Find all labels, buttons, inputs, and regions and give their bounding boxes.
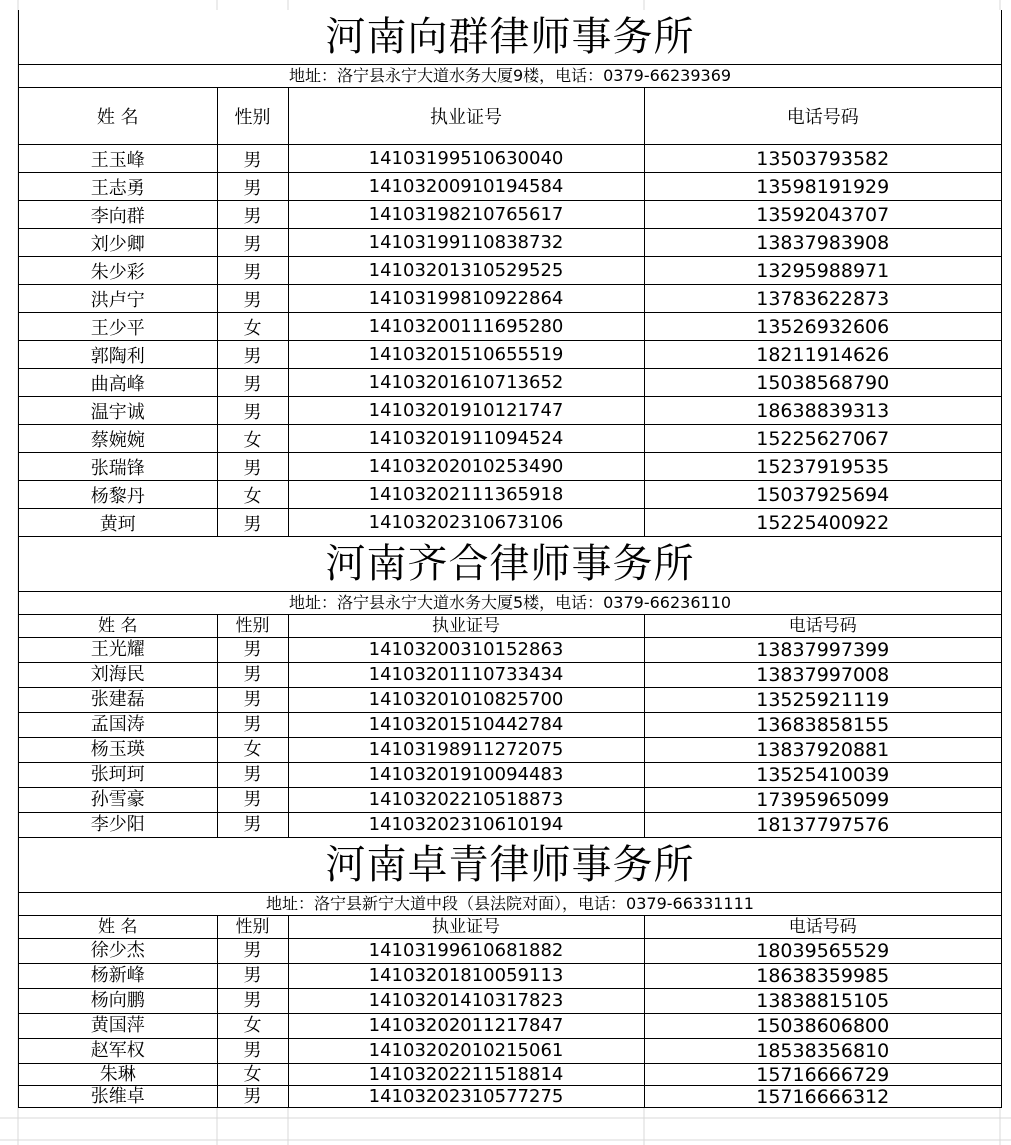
table-row [19, 425, 1001, 453]
lawyer-phone-cell: 17395965099 [644, 788, 1001, 813]
lawyer-name-cell: 刘少卿 [19, 229, 217, 257]
lawyer-phone-cell: 15038606800 [644, 1014, 1001, 1039]
table-header-row [19, 615, 1001, 638]
lawyer-table [19, 916, 1001, 1108]
table-row [19, 369, 1001, 397]
lawyer-name-cell: 赵军权 [19, 1039, 217, 1064]
lawyer-license-cell: 14103202310577275 [288, 1086, 644, 1108]
table-row [19, 763, 1001, 788]
lawyer-gender-cell: 男 [217, 1086, 288, 1108]
lawyer-gender-cell: 女 [217, 1014, 288, 1039]
table-row [19, 1064, 1001, 1086]
lawyer-table [19, 615, 1001, 838]
lawyer-phone-cell: 13838815105 [644, 989, 1001, 1014]
table-row [19, 788, 1001, 813]
lawyer-name-cell: 王玉峰 [19, 145, 217, 173]
lawyer-license-cell: 14103202211518814 [288, 1064, 644, 1086]
lawyer-phone-cell: 13525410039 [644, 763, 1001, 788]
lawyer-name-cell: 李少阳 [19, 813, 217, 838]
lawyer-name-cell: 张珂珂 [19, 763, 217, 788]
firm-section [19, 10, 1001, 537]
lawyer-gender-cell: 女 [217, 738, 288, 763]
lawyer-roster-sheet [18, 10, 1002, 1108]
lawyer-gender-cell: 女 [217, 425, 288, 453]
lawyer-gender-cell: 男 [217, 713, 288, 738]
lawyer-name-cell: 杨玉瑛 [19, 738, 217, 763]
lawyer-license-cell: 14103199510630040 [288, 145, 644, 173]
table-row [19, 229, 1001, 257]
lawyer-license-cell: 14103201010825700 [288, 688, 644, 713]
lawyer-license-cell: 14103202310673106 [288, 509, 644, 537]
header-name: 姓 名 [19, 88, 217, 145]
lawyer-name-cell: 郭陶利 [19, 341, 217, 369]
lawyer-license-cell: 14103202210518873 [288, 788, 644, 813]
lawyer-name-cell: 刘海民 [19, 663, 217, 688]
table-row [19, 453, 1001, 481]
table-row [19, 1086, 1001, 1108]
lawyer-name-cell: 黄珂 [19, 509, 217, 537]
firm-section [19, 537, 1001, 838]
lawyer-name-cell: 杨黎丹 [19, 481, 217, 509]
lawyer-gender-cell: 男 [217, 939, 288, 964]
lawyer-phone-cell: 15237919535 [644, 453, 1001, 481]
lawyer-phone-cell: 18638359985 [644, 964, 1001, 989]
lawyer-name-cell: 黄国萍 [19, 1014, 217, 1039]
table-row [19, 285, 1001, 313]
lawyer-phone-cell: 13683858155 [644, 713, 1001, 738]
table-row [19, 341, 1001, 369]
header-license: 执业证号 [288, 88, 644, 145]
lawyer-phone-cell: 13837983908 [644, 229, 1001, 257]
lawyer-phone-cell: 13783622873 [644, 285, 1001, 313]
lawyer-license-cell: 14103202010253490 [288, 453, 644, 481]
table-row [19, 145, 1001, 173]
lawyer-name-cell: 张瑞锋 [19, 453, 217, 481]
lawyer-name-cell: 张维卓 [19, 1086, 217, 1108]
lawyer-license-cell: 14103201911094524 [288, 425, 644, 453]
lawyer-license-cell: 14103201310529525 [288, 257, 644, 285]
lawyer-gender-cell: 男 [217, 688, 288, 713]
header-phone: 电话号码 [644, 916, 1001, 939]
lawyer-name-cell: 洪卢宁 [19, 285, 217, 313]
lawyer-gender-cell: 男 [217, 397, 288, 425]
lawyer-license-cell: 14103201910121747 [288, 397, 644, 425]
firm-title: 河南卓青律师事务所 [19, 838, 1001, 893]
lawyer-name-cell: 蔡婉婉 [19, 425, 217, 453]
header-phone: 电话号码 [644, 88, 1001, 145]
header-gender: 性别 [217, 615, 288, 638]
lawyer-license-cell: 14103199110838732 [288, 229, 644, 257]
firm-title: 河南齐合律师事务所 [19, 537, 1001, 592]
header-name: 姓 名 [19, 615, 217, 638]
lawyer-license-cell: 14103201410317823 [288, 989, 644, 1014]
lawyer-phone-cell: 13837920881 [644, 738, 1001, 763]
lawyer-name-cell: 杨新峰 [19, 964, 217, 989]
table-row [19, 173, 1001, 201]
lawyer-gender-cell: 男 [217, 201, 288, 229]
lawyer-phone-cell: 18211914626 [644, 341, 1001, 369]
header-phone: 电话号码 [644, 615, 1001, 638]
table-row [19, 201, 1001, 229]
lawyer-license-cell: 14103201810059113 [288, 964, 644, 989]
table-row [19, 964, 1001, 989]
header-name: 姓 名 [19, 916, 217, 939]
lawyer-gender-cell: 男 [217, 638, 288, 663]
table-row [19, 638, 1001, 663]
lawyer-phone-cell: 18137797576 [644, 813, 1001, 838]
lawyer-gender-cell: 男 [217, 257, 288, 285]
lawyer-license-cell: 14103200111695280 [288, 313, 644, 341]
lawyer-gender-cell: 男 [217, 509, 288, 537]
lawyer-name-cell: 王光耀 [19, 638, 217, 663]
lawyer-license-cell: 14103201610713652 [288, 369, 644, 397]
lawyer-gender-cell: 男 [217, 229, 288, 257]
lawyer-phone-cell: 15037925694 [644, 481, 1001, 509]
table-row [19, 813, 1001, 838]
lawyer-name-cell: 杨向鹏 [19, 989, 217, 1014]
firm-address: 地址：洛宁县永宁大道水务大厦9楼，电话：0379-66239369 [19, 65, 1001, 88]
firm-address: 地址：洛宁县永宁大道水务大厦5楼，电话：0379-66236110 [19, 592, 1001, 615]
lawyer-license-cell: 14103202111365918 [288, 481, 644, 509]
lawyer-phone-cell: 13837997399 [644, 638, 1001, 663]
lawyer-gender-cell: 女 [217, 481, 288, 509]
lawyer-license-cell: 14103201910094483 [288, 763, 644, 788]
table-header-row [19, 88, 1001, 145]
lawyer-gender-cell: 男 [217, 173, 288, 201]
header-license: 执业证号 [288, 916, 644, 939]
lawyer-name-cell: 孙雪豪 [19, 788, 217, 813]
lawyer-phone-cell: 13592043707 [644, 201, 1001, 229]
table-row [19, 397, 1001, 425]
lawyer-gender-cell: 男 [217, 145, 288, 173]
table-row [19, 738, 1001, 763]
lawyer-phone-cell: 18638839313 [644, 397, 1001, 425]
lawyer-license-cell: 14103200910194584 [288, 173, 644, 201]
lawyer-phone-cell: 13598191929 [644, 173, 1001, 201]
lawyer-license-cell: 14103202010215061 [288, 1039, 644, 1064]
lawyer-phone-cell: 15225400922 [644, 509, 1001, 537]
table-row [19, 257, 1001, 285]
table-row [19, 1014, 1001, 1039]
lawyer-license-cell: 14103198911272075 [288, 738, 644, 763]
header-gender: 性别 [217, 916, 288, 939]
lawyer-gender-cell: 女 [217, 1064, 288, 1086]
lawyer-license-cell: 14103199810922864 [288, 285, 644, 313]
table-row [19, 989, 1001, 1014]
lawyer-phone-cell: 15716666729 [644, 1064, 1001, 1086]
lawyer-license-cell: 14103202310610194 [288, 813, 644, 838]
lawyer-license-cell: 14103201510442784 [288, 713, 644, 738]
lawyer-phone-cell: 15038568790 [644, 369, 1001, 397]
lawyer-gender-cell: 男 [217, 663, 288, 688]
lawyer-gender-cell: 男 [217, 1039, 288, 1064]
lawyer-license-cell: 14103201110733434 [288, 663, 644, 688]
lawyer-gender-cell: 男 [217, 453, 288, 481]
lawyer-name-cell: 徐少杰 [19, 939, 217, 964]
table-header-row [19, 916, 1001, 939]
firm-section [19, 838, 1001, 1108]
lawyer-gender-cell: 男 [217, 369, 288, 397]
lawyer-name-cell: 温宇诚 [19, 397, 217, 425]
lawyer-name-cell: 张建磊 [19, 688, 217, 713]
lawyer-gender-cell: 男 [217, 763, 288, 788]
table-row [19, 313, 1001, 341]
table-row [19, 939, 1001, 964]
lawyer-phone-cell: 18039565529 [644, 939, 1001, 964]
lawyer-name-cell: 王志勇 [19, 173, 217, 201]
lawyer-license-cell: 14103201510655519 [288, 341, 644, 369]
lawyer-phone-cell: 18538356810 [644, 1039, 1001, 1064]
lawyer-phone-cell: 15225627067 [644, 425, 1001, 453]
lawyer-gender-cell: 男 [217, 285, 288, 313]
lawyer-phone-cell: 13525921119 [644, 688, 1001, 713]
lawyer-license-cell: 14103198210765617 [288, 201, 644, 229]
lawyer-name-cell: 曲高峰 [19, 369, 217, 397]
firm-title: 河南向群律师事务所 [19, 10, 1001, 65]
lawyer-phone-cell: 15716666312 [644, 1086, 1001, 1108]
lawyer-license-cell: 14103200310152863 [288, 638, 644, 663]
table-row [19, 688, 1001, 713]
lawyer-license-cell: 14103199610681882 [288, 939, 644, 964]
firm-address: 地址：洛宁县新宁大道中段（县法院对面），电话：0379-66331111 [19, 893, 1001, 916]
lawyer-name-cell: 朱琳 [19, 1064, 217, 1086]
lawyer-gender-cell: 男 [217, 341, 288, 369]
lawyer-name-cell: 王少平 [19, 313, 217, 341]
table-row [19, 663, 1001, 688]
lawyer-gender-cell: 男 [217, 964, 288, 989]
lawyer-license-cell: 14103202011217847 [288, 1014, 644, 1039]
lawyer-table [19, 88, 1001, 537]
lawyer-name-cell: 李向群 [19, 201, 217, 229]
lawyer-gender-cell: 男 [217, 788, 288, 813]
lawyer-gender-cell: 男 [217, 989, 288, 1014]
lawyer-phone-cell: 13503793582 [644, 145, 1001, 173]
lawyer-phone-cell: 13526932606 [644, 313, 1001, 341]
header-gender: 性别 [217, 88, 288, 145]
lawyer-name-cell: 孟国涛 [19, 713, 217, 738]
lawyer-gender-cell: 女 [217, 313, 288, 341]
table-row [19, 509, 1001, 537]
lawyer-phone-cell: 13295988971 [644, 257, 1001, 285]
table-row [19, 713, 1001, 738]
table-row [19, 481, 1001, 509]
lawyer-gender-cell: 男 [217, 813, 288, 838]
lawyer-phone-cell: 13837997008 [644, 663, 1001, 688]
lawyer-name-cell: 朱少彩 [19, 257, 217, 285]
header-license: 执业证号 [288, 615, 644, 638]
table-row [19, 1039, 1001, 1064]
